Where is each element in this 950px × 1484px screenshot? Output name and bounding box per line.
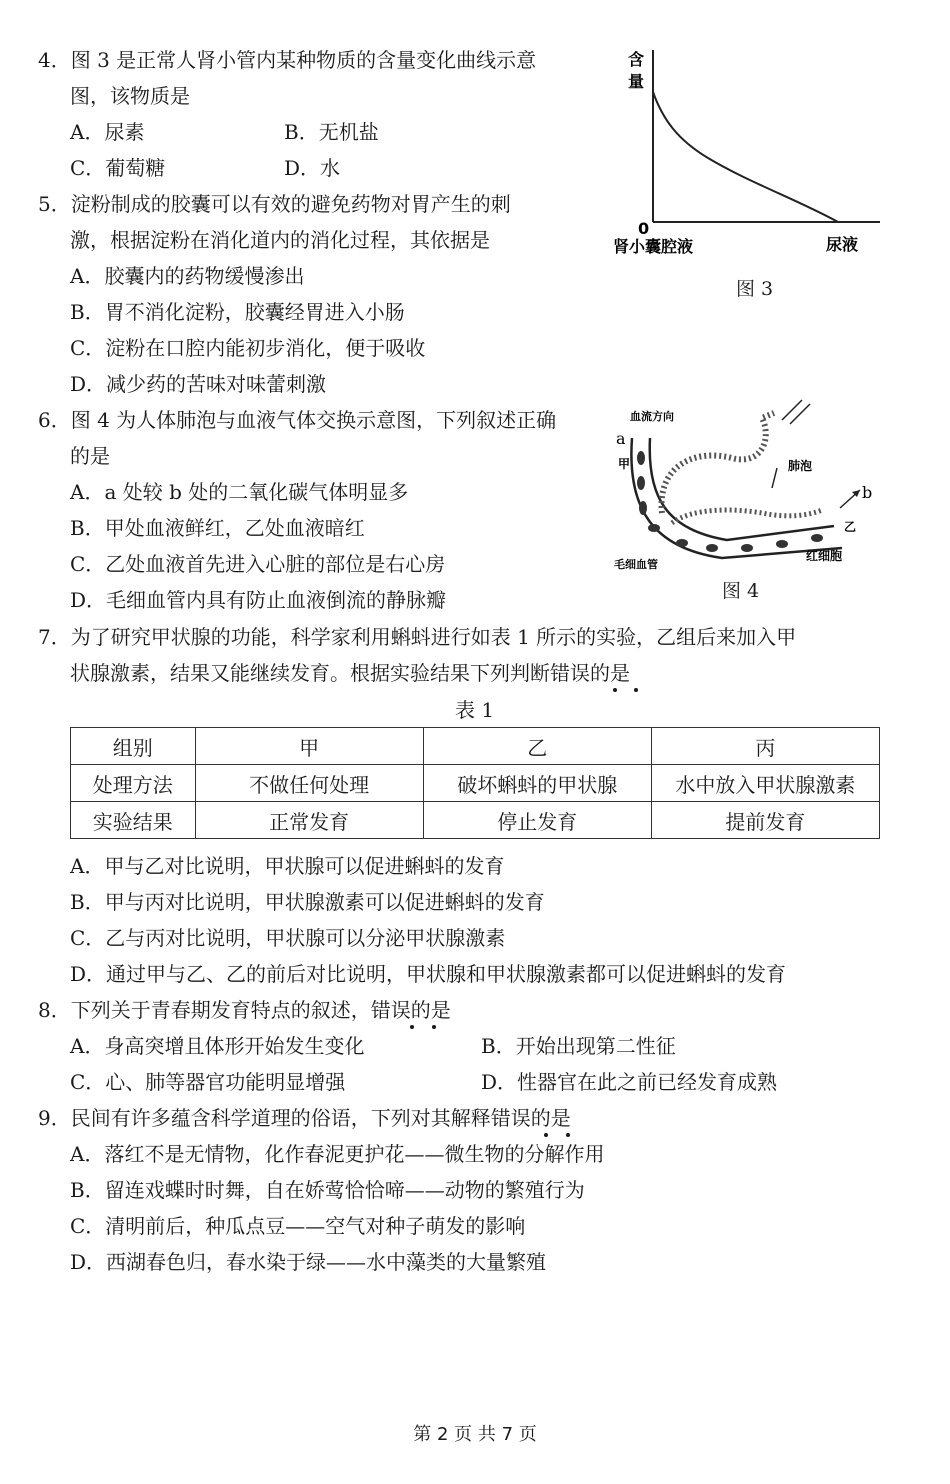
q5-option-c: C．淀粉在口腔内能初步消化，便于吸收 xyxy=(70,336,426,360)
q8-option-d: D．性器官在此之前已经发育成熟 xyxy=(481,1070,778,1094)
alveolus-wall xyxy=(662,413,774,513)
alveolus-wall-lower xyxy=(672,510,822,523)
q8-option-c: C．心、肺等器官功能明显增强 xyxy=(70,1070,346,1094)
q6-option-b: B．甲处血液鲜红，乙处血液暗红 xyxy=(70,516,365,540)
q4-stem-line2: 图，该物质是 xyxy=(70,84,190,108)
fig4-label-yi: 乙 xyxy=(844,520,857,534)
fig4-label-rbc: 红细胞 xyxy=(806,549,843,563)
q7-option-b: B．甲与丙对比说明，甲状腺激素可以促进蝌蚪的发育 xyxy=(70,890,545,914)
emphasis-dot xyxy=(432,1025,436,1029)
air-arrow-in xyxy=(790,404,810,424)
table-cell: 正常发育 xyxy=(195,802,423,839)
fig3-origin-label: 0 xyxy=(638,219,650,238)
table-row xyxy=(71,802,880,839)
capillary-inner-wall xyxy=(650,438,834,540)
emphasis-dot xyxy=(634,688,638,692)
q7-option-c: C．乙与丙对比说明，甲状腺可以分泌甲状腺激素 xyxy=(70,926,506,950)
fig3-caption: 图 3 xyxy=(736,278,774,300)
emphasis-dot xyxy=(613,688,617,692)
q6-option-c: C．乙处血液首先进入心脏的部位是右心房 xyxy=(70,552,446,576)
q5-option-b: B．胃不消化淀粉，胶囊经胃进入小肠 xyxy=(70,300,405,324)
q8-option-a: A．身高突增且体形开始发生变化 xyxy=(70,1034,365,1058)
fig4-caption: 图 4 xyxy=(722,580,760,602)
figure-3-curve xyxy=(608,40,898,270)
q7-option-a: A．甲与乙对比说明，甲状腺可以促进蝌蚪的发育 xyxy=(70,854,505,878)
q4-option-a: A．尿素 xyxy=(70,120,145,144)
fig3-xlabel-left: 肾小囊腔液 xyxy=(613,237,694,256)
q9-stem: 9．民间有许多蕴含科学道理的俗语，下列对其解释错误的是 xyxy=(38,1106,571,1130)
fig4-label-alveolus: 肺泡 xyxy=(788,459,813,473)
fig3-xlabel-right: 尿液 xyxy=(826,235,859,254)
figure-4-alveolus-diagram xyxy=(612,398,882,578)
q5-option-a: A．胶囊内的药物缓慢渗出 xyxy=(70,264,305,288)
q7-option-d: D．通过甲与乙、乙的前后对比说明，甲状腺和甲状腺激素都可以促进蝌蚪的发育 xyxy=(70,962,787,986)
q6-option-a: A．a 处较 b 处的二氧化碳气体明显多 xyxy=(70,480,409,504)
q8-option-b: B．开始出现第二性征 xyxy=(481,1034,676,1058)
q5-stem-line1: 5．淀粉制成的胶囊可以有效的避免药物对胃产生的刺 xyxy=(38,192,511,216)
emphasis-dot xyxy=(544,1133,548,1137)
q7-stem-line1: 7．为了研究甲状腺的功能，科学家利用蝌蚪进行如表 1 所示的实验，乙组后来加入甲 xyxy=(38,625,797,649)
q9-option-b: B．留连戏蝶时时舞，自在娇莺恰恰啼——动物的繁殖行为 xyxy=(70,1178,585,1202)
table-cell: 乙 xyxy=(423,728,651,765)
fig4-label-jia: 甲 xyxy=(618,457,631,471)
fig4-label-b: b xyxy=(862,483,873,502)
page-footer: 第 2 页 共 7 页 xyxy=(413,1424,537,1445)
table-row xyxy=(71,765,880,802)
q9-option-a: A．落红不是无情物，化作春泥更护花——微生物的分解作用 xyxy=(70,1142,605,1166)
table-cell: 组别 xyxy=(71,728,196,765)
fig3-ylabel-bottom: 量 xyxy=(628,72,645,91)
q7-stem-line2: 状腺激素，结果又能继续发育。根据实验结果下列判断错误的是 xyxy=(70,661,630,685)
q6-option-d: D．毛细血管内具有防止血液倒流的静脉瓣 xyxy=(70,588,447,612)
fig3-curve xyxy=(653,92,838,222)
table-1 xyxy=(70,727,880,839)
table-cell: 实验结果 xyxy=(71,802,196,839)
q6-stem-line1: 6．图 4 为人体肺泡与血液气体交换示意图，下列叙述正确 xyxy=(38,408,557,432)
q5-option-d: D．减少药的苦味对味蕾刺激 xyxy=(70,372,327,396)
table-cell: 停止发育 xyxy=(423,802,651,839)
table-cell: 破坏蝌蚪的甲状腺 xyxy=(423,765,651,802)
fig4-label-a: a xyxy=(616,429,626,448)
q9-option-d: D．西湖春色归，春水染于绿——水中藻类的大量繁殖 xyxy=(70,1250,547,1274)
table-cell: 甲 xyxy=(195,728,423,765)
table-cell: 不做任何处理 xyxy=(195,765,423,802)
q9-option-c: C．清明前后，种瓜点豆——空气对种子萌发的影响 xyxy=(70,1214,526,1238)
table-cell: 丙 xyxy=(651,728,879,765)
emphasis-dot xyxy=(410,1025,414,1029)
air-arrow-out xyxy=(782,400,802,420)
fig4-label-flow: 血流方向 xyxy=(630,410,674,423)
q8-stem: 8．下列关于青春期发育特点的叙述，错误的是 xyxy=(38,998,451,1022)
fig3-ylabel-top: 含 xyxy=(628,50,645,69)
table1-title: 表 1 xyxy=(455,698,495,722)
table-row xyxy=(71,728,880,765)
q4-option-d: D．水 xyxy=(284,156,341,180)
gas-exchange-arrow xyxy=(772,468,777,488)
table-cell: 提前发育 xyxy=(651,802,879,839)
emphasis-dot xyxy=(566,1133,570,1137)
table-cell: 处理方法 xyxy=(71,765,196,802)
q4-option-c: C．葡萄糖 xyxy=(70,156,166,180)
q4-stem-line1: 4．图 3 是正常人肾小管内某种物质的含量变化曲线示意 xyxy=(38,48,537,72)
q5-stem-line2: 激，根据淀粉在消化道内的消化过程，其依据是 xyxy=(70,228,490,252)
q4-option-b: B．无机盐 xyxy=(284,120,379,144)
q6-stem-line2: 的是 xyxy=(70,444,110,468)
fig4-label-capillary: 毛细血管 xyxy=(614,558,658,571)
table-cell: 水中放入甲状腺激素 xyxy=(651,765,879,802)
